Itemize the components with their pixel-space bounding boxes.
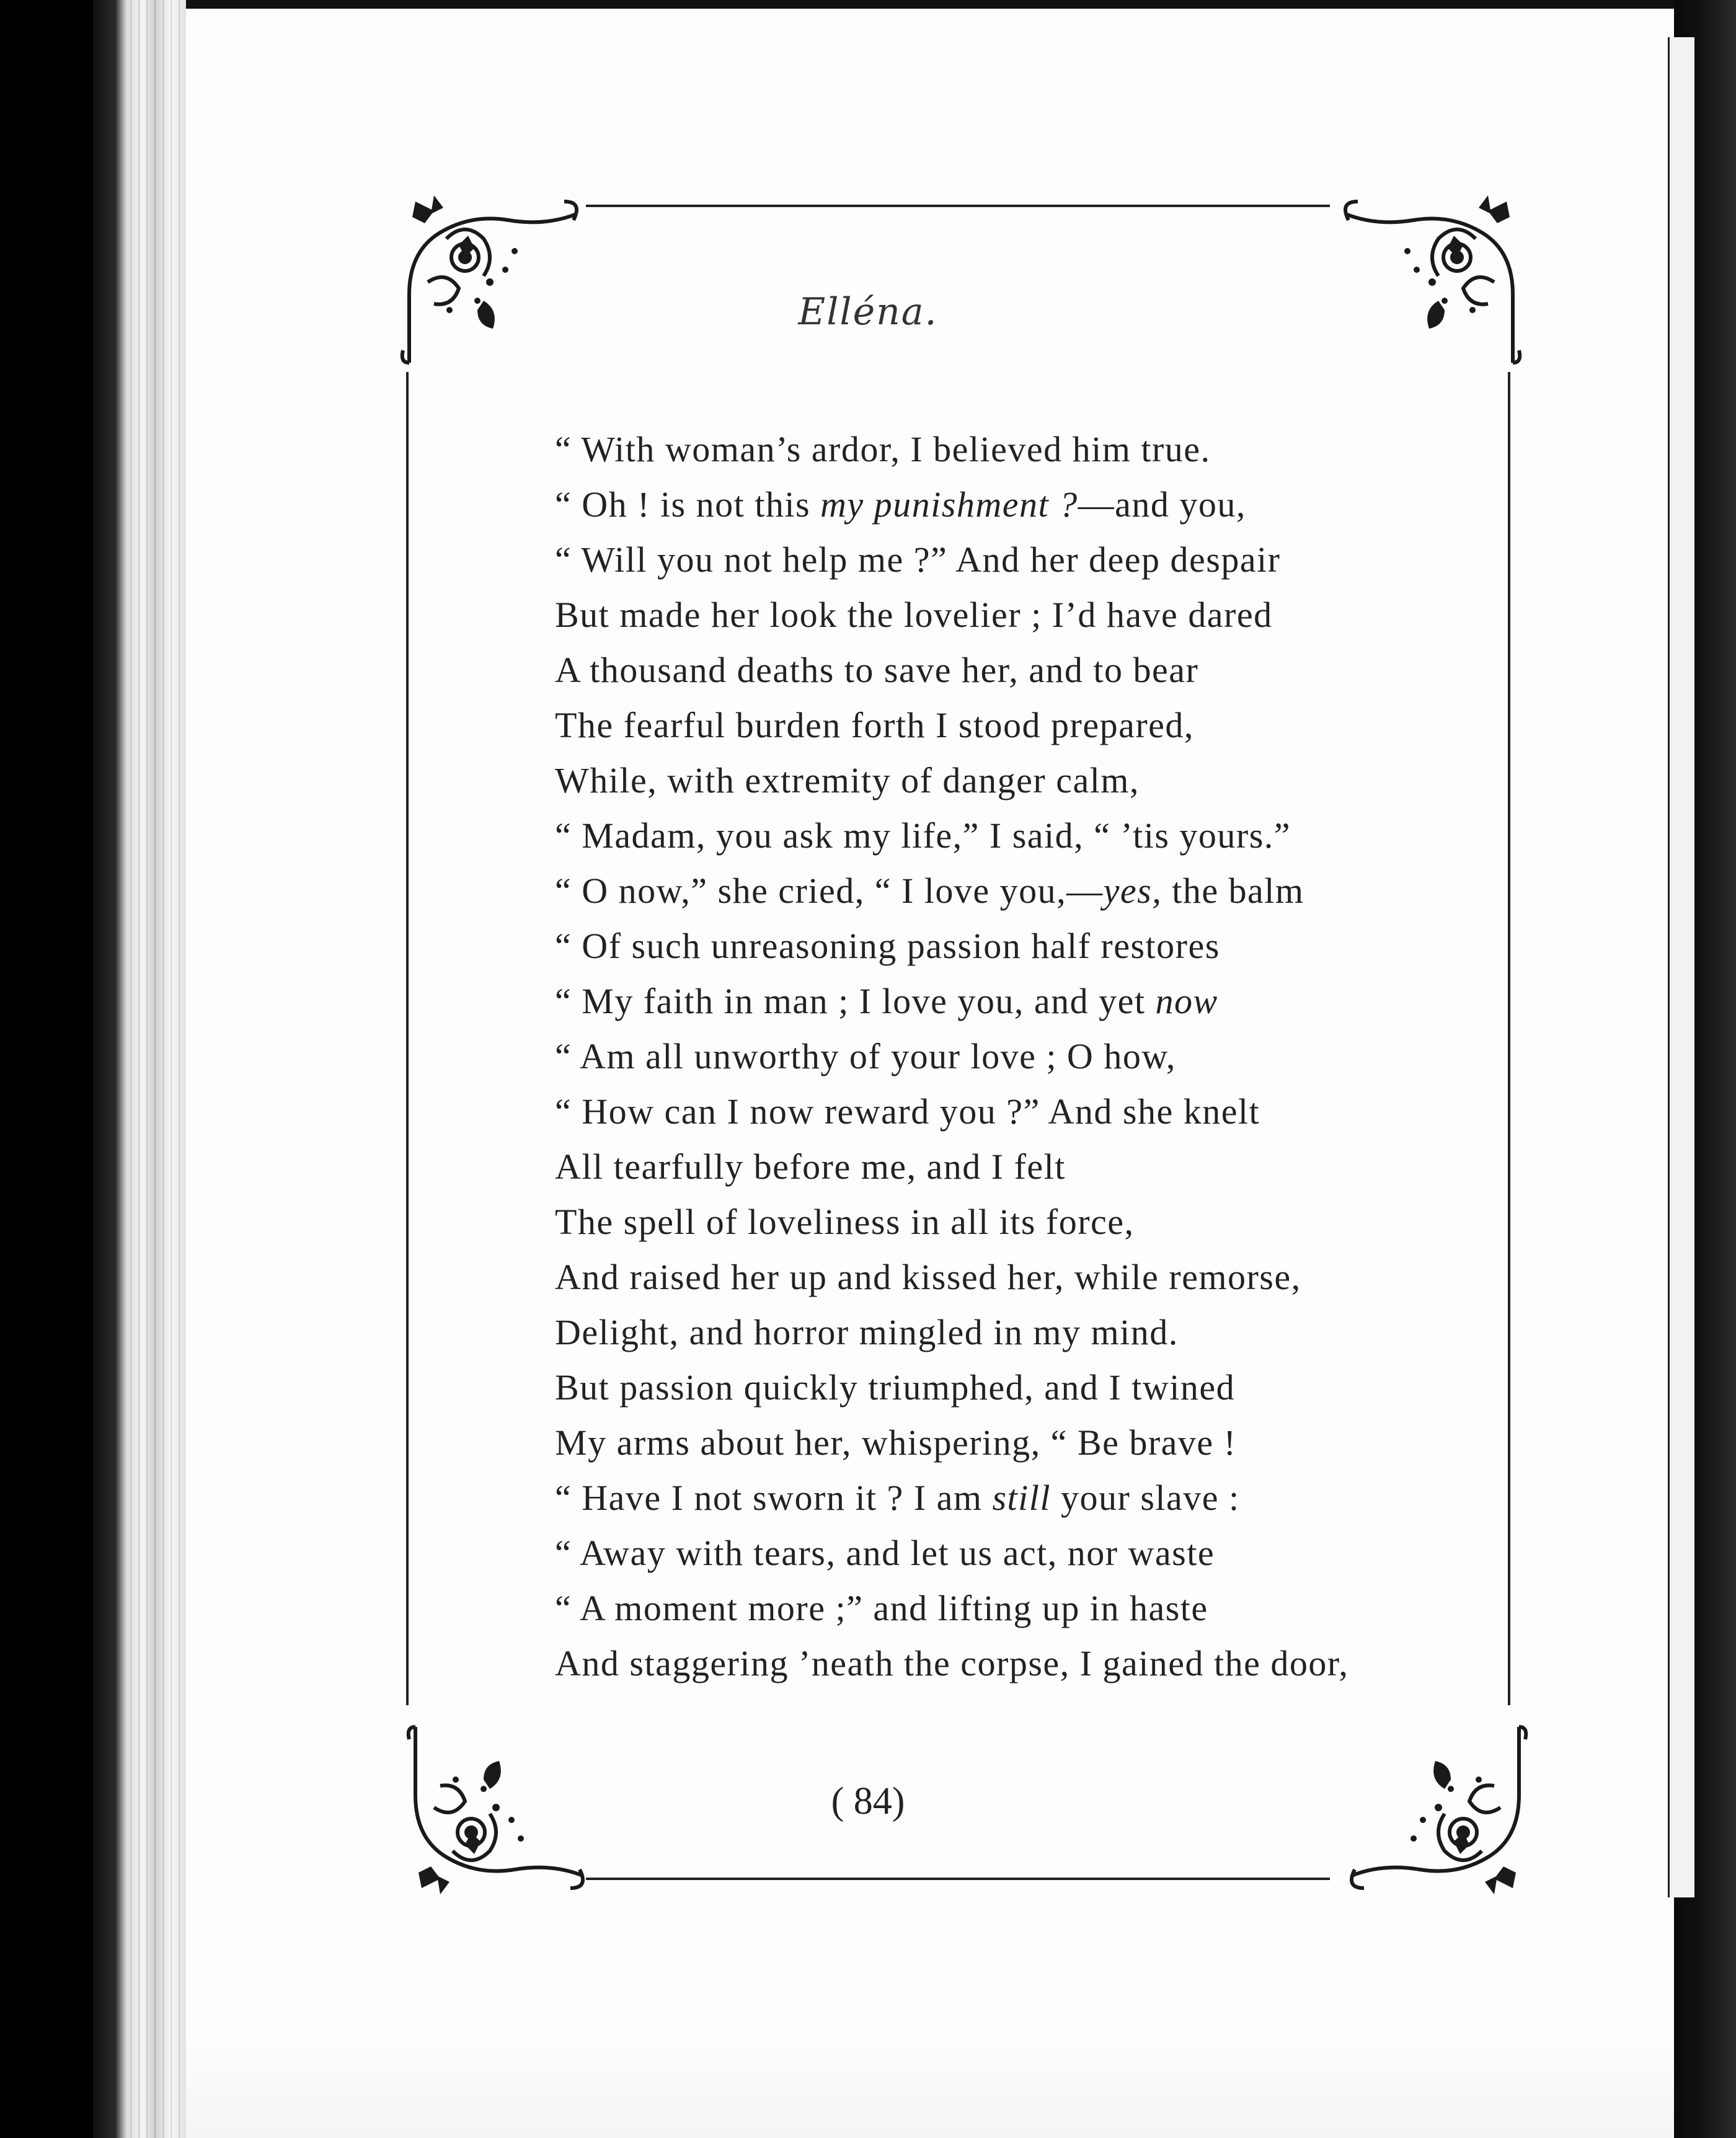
line-text: And staggering ’neath the corpse, I gained the door, (555, 1643, 1349, 1683)
frame-left-rule (406, 372, 409, 1705)
poem-line (555, 1139, 1485, 1194)
page-bottom-margin (186, 2040, 1674, 2138)
page-number: ( 84) (831, 1780, 905, 1822)
poem-line (555, 1194, 1485, 1249)
line-text: your slave : (1051, 1478, 1240, 1518)
line-text: While, with extremity of danger calm, (555, 760, 1140, 801)
line-text: The fearful burden forth I stood prepared, (555, 705, 1194, 745)
running-head: Elléna. (798, 290, 938, 334)
poem-line (555, 1470, 1485, 1525)
italic-text: yes, (1103, 871, 1162, 911)
line-text: “ O now,” she cried, “ I love you,— (555, 871, 1104, 911)
poem-line (555, 477, 1485, 532)
poem-line (555, 1525, 1485, 1581)
poem-line (555, 808, 1485, 863)
line-text: “ Will you not help me ?” And her deep despair (555, 539, 1281, 580)
line-text: “ With woman’s ardor, I believed him true. (555, 429, 1211, 469)
poem-line (555, 1305, 1485, 1360)
italic-text: still (992, 1478, 1051, 1518)
line-text: “ My faith in man ; I love you, and yet (555, 981, 1156, 1021)
frame-right-rule (1508, 372, 1510, 1705)
poem-text (555, 422, 1485, 1691)
poem-line (555, 753, 1485, 808)
poem-line (555, 974, 1485, 1029)
line-text: Delight, and horror mingled in my mind. (555, 1312, 1179, 1352)
line-text: The spell of loveliness in all its force, (555, 1202, 1135, 1242)
italic-text: my punishment ? (820, 484, 1078, 525)
line-text: My arms about her, whispering, “ Be brave ! (555, 1422, 1237, 1463)
frame-bottom-rule (586, 1878, 1330, 1880)
poem-line (555, 642, 1485, 698)
line-text: —and you, (1078, 484, 1246, 525)
line-text: But passion quickly triumphed, and I twined (555, 1367, 1236, 1408)
frame-top-rule (586, 205, 1330, 207)
poem-line (555, 918, 1485, 974)
poem-line (555, 422, 1485, 477)
line-text: “ Have I not sworn it ? I am (555, 1478, 993, 1518)
scan-top-border (186, 0, 1674, 9)
poem-line (555, 1360, 1485, 1415)
poem-line (555, 1084, 1485, 1139)
poem-line (555, 532, 1485, 587)
line-text: “ Away with tears, and let us act, nor waste (555, 1533, 1215, 1573)
line-text: A thousand deaths to save her, and to bear (555, 650, 1199, 690)
poem-line (555, 863, 1485, 918)
line-text: “ How can I now reward you ?” And she knelt (555, 1091, 1260, 1132)
poem-line (555, 1415, 1485, 1470)
ornament-corner-top-right (1327, 177, 1531, 381)
line-text: “ Am all unworthy of your love ; O how, (555, 1036, 1176, 1076)
line-text: And raised her up and kissed her, while remorse, (555, 1257, 1301, 1297)
line-text: “ A moment more ;” and lifting up in haste (555, 1588, 1208, 1628)
poem-line (555, 587, 1485, 642)
poem-line (555, 1029, 1485, 1084)
line-text: But made her look the lovelier ; I’d have dared (555, 595, 1273, 635)
line-text: “ Oh ! is not this (555, 484, 821, 525)
italic-text: now (1155, 981, 1218, 1021)
line-text: “ Madam, you ask my life,” I said, “ ’tis yours.” (555, 815, 1291, 856)
line-text: the balm (1162, 871, 1304, 911)
ornament-corner-top-left (391, 177, 595, 381)
line-text: All tearfully before me, and I felt (555, 1147, 1066, 1187)
poem-line (555, 698, 1485, 753)
poem-line (555, 1636, 1485, 1691)
line-text: “ Of such unreasoning passion half restores (555, 926, 1220, 966)
poem-line (555, 1249, 1485, 1305)
poem-line (555, 1581, 1485, 1636)
